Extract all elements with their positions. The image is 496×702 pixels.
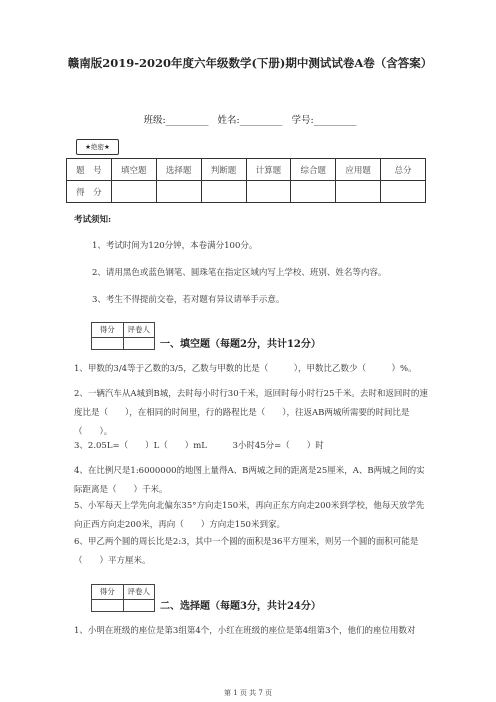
student-info-line: 班级:_________ 姓名:_________ 学号:_________ (143, 115, 357, 126)
score-table-score-row (67, 181, 426, 203)
notice-item: 3、考生不得提前交卷，若对题有异议请举手示意。 (92, 295, 285, 305)
scorer-box-reviewer-label: 评卷人 (123, 323, 155, 337)
page-title: 赣南版2019-2020年度六年级数学(下册)期中测试试卷A卷（含答案） (67, 56, 433, 70)
score-table-header-cell: 计算题 (246, 159, 291, 181)
score-cell (381, 181, 426, 203)
score-table-header-cell: 综合题 (291, 159, 336, 181)
question-item: 4、在比例尺是1:6000000的地图上量得A、B两城之间的距离是25厘米，A、B两城之间的实际距离是（ ）千米。 (74, 466, 425, 495)
scorer-box-score-label: 得分 (99, 587, 115, 596)
score-table-header-cell: 判断题 (201, 159, 246, 181)
question-item: 1、甲数的3/4等于乙数的3/5，乙数与甲数的比是（ ），甲数比乙数少（ ）%。 (74, 364, 417, 374)
scorer-box-reviewer-label: 评卷人 (123, 585, 155, 599)
notice-heading: 考试须知: (74, 215, 112, 225)
score-row-label: 得 分 (67, 181, 112, 203)
notice-item: 2、请用黑色或蓝色钢笔、圆珠笔在指定区域内写上学校、班别、姓名等内容。 (92, 268, 387, 278)
section-title-multiple-choice: 二、选择题（每题3分，共计24分） (160, 601, 321, 612)
question-item: 6、甲乙两个圆的周长比是2:3，其中一个圆的面积是36平方厘米，则另一个圆的面积可能是（ ）平方厘米。 (74, 537, 419, 566)
question-item: 1、小明在班级的座位是第3组第4个，小红在班级的座位是第4组第3个，他们的座位用数对 (74, 626, 416, 636)
score-table-header-cell: 总分 (381, 159, 426, 181)
score-table-header-cell: 题 号 (67, 159, 112, 181)
score-table-header-cell: 填空题 (111, 159, 156, 181)
question-item: 2、一辆汽车从A城到B城，去时每小时行30千米，返回时每小时行25千米。去时和返回时的速度比是（ ），在相同的时间里，行的路程比是（ ），往返AB两城所需要的时间比是（ ）。 (74, 389, 428, 437)
page-footer: 第 1 页 共 7 页 (223, 689, 273, 697)
score-table-header-row (67, 159, 426, 181)
question-item: 5、小军每天上学先向北偏东35°方向走150米，再向正东方向走200米到学校，他每天放学先向正西方向走200米，再向（ ）方向走150米到家。 (74, 501, 425, 530)
scorer-box (91, 584, 155, 600)
confidential-badge: ★绝密★ (76, 139, 119, 155)
scorer-box-score-label: 得分 (99, 325, 115, 334)
score-cell (336, 181, 381, 203)
score-cell (201, 181, 246, 203)
scorer-box-blank (91, 337, 155, 350)
score-cell (111, 181, 156, 203)
notice-item: 1、考试时间为120分钟，本卷满分100分。 (92, 241, 258, 251)
score-cell (246, 181, 291, 203)
scorer-box (91, 322, 155, 338)
score-cell (156, 181, 201, 203)
scorer-box-blank (91, 599, 155, 612)
score-table (66, 158, 426, 203)
section-title-fill-in: 一、填空题（每题2分，共计12分） (160, 339, 321, 350)
score-table-header-cell: 选择题 (156, 159, 201, 181)
question-item: 3、2.05L=（ ）L（ ）mL 3小时45分=（ ）时 (74, 441, 324, 451)
score-cell (291, 181, 336, 203)
score-table-header-cell: 应用题 (336, 159, 381, 181)
